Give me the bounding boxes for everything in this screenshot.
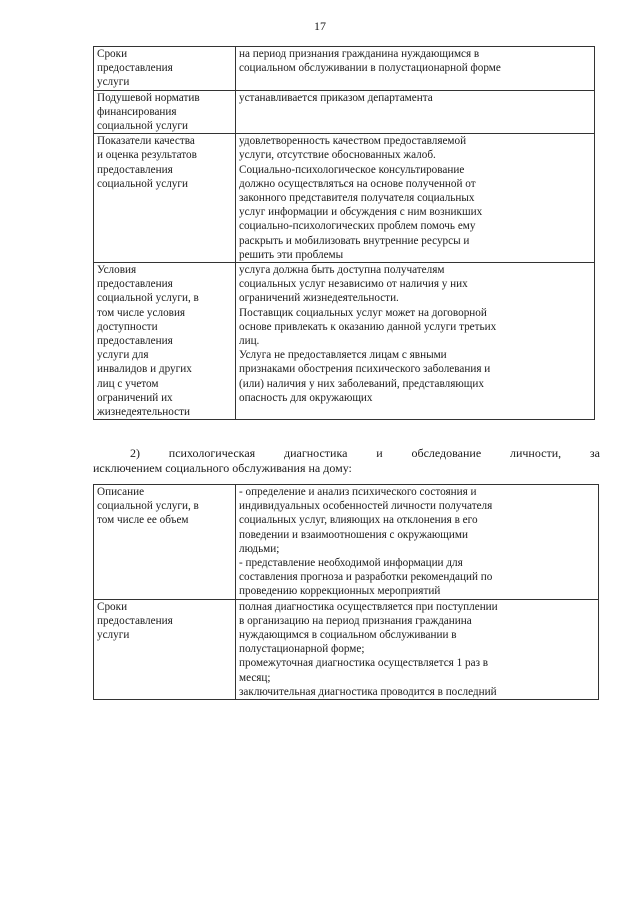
content-line: - представление необходимой информации для bbox=[239, 557, 463, 570]
content-line: признаками обострения психического заболевания и bbox=[239, 363, 491, 376]
content-line: социальных услуг, влияющих на отклонения в его bbox=[239, 514, 478, 527]
label-line: услуги для bbox=[97, 349, 149, 362]
label-line: Условия bbox=[97, 264, 137, 277]
label-line: лиц с учетом bbox=[97, 377, 159, 390]
content-line: полная диагностика осуществляется при поступлении bbox=[239, 600, 498, 613]
content-line: раскрыть и мобилизовать внутренние ресурсы и bbox=[239, 234, 470, 247]
content-line: социально-психологических проблем помочь ему bbox=[239, 220, 476, 233]
content-line: - определение и анализ психического состояния и bbox=[239, 486, 477, 498]
content-line: заключительная диагностика проводится в последний bbox=[239, 685, 497, 698]
row-label-cell bbox=[94, 263, 236, 420]
label-line: предоставления bbox=[97, 62, 173, 75]
paragraph-line-2: исключением социального обслуживания на дому: bbox=[93, 461, 352, 475]
content-line: опасность для окружающих bbox=[239, 391, 373, 404]
content-line: социальном обслуживании в полустационарной форме bbox=[239, 62, 501, 75]
content-line: услуга должна быть доступна получателям bbox=[239, 264, 445, 277]
label-line: услуги bbox=[97, 76, 130, 89]
label-line: социальной услуги bbox=[97, 177, 188, 190]
content-line: удовлетворенность качеством предоставляемой bbox=[239, 135, 467, 148]
label-line: Описание bbox=[97, 486, 145, 498]
table-row bbox=[94, 90, 595, 134]
content-line: Социально-психологическое консультирование bbox=[239, 163, 465, 176]
label-line: ограничений их bbox=[97, 391, 173, 404]
label-line: Сроки bbox=[97, 600, 128, 613]
table-row bbox=[94, 134, 595, 263]
table-row bbox=[94, 599, 599, 699]
row-label-cell bbox=[94, 599, 236, 699]
label-line: предоставления bbox=[97, 278, 173, 291]
service-table-2 bbox=[93, 484, 599, 700]
content-line: законного представителя получателя социальных bbox=[239, 192, 475, 205]
content-line: лиц. bbox=[239, 335, 260, 348]
content-line: индивидуальных особенностей личности получателя bbox=[239, 500, 493, 513]
label-line: услуги bbox=[97, 629, 130, 642]
content-line: на период признания гражданина нуждающимся в bbox=[239, 48, 480, 60]
row-content-cell bbox=[236, 599, 599, 699]
row-content-cell bbox=[236, 263, 595, 420]
content-line: составления прогноза и разработки рекомендаций по bbox=[239, 571, 493, 584]
content-line: месяц; bbox=[239, 671, 271, 684]
label-line: доступности bbox=[97, 320, 158, 333]
table-row bbox=[94, 47, 595, 91]
content-line: нуждающимся в социальном обслуживании в bbox=[239, 629, 457, 642]
content-line: Поставщик социальных услуг может на договорной bbox=[239, 306, 487, 319]
row-content-cell bbox=[236, 47, 595, 91]
table-row bbox=[94, 485, 599, 600]
content-line: решить эти проблемы bbox=[239, 248, 344, 261]
label-line: том числе ее объем bbox=[97, 514, 189, 527]
label-line: социальной услуги, в bbox=[97, 292, 199, 305]
content-line: поведении и взаимоотношения с окружающими bbox=[239, 528, 468, 541]
label-line: том числе условия bbox=[97, 306, 186, 319]
content-line: промежуточная диагностика осуществляется 1 раз в bbox=[239, 657, 489, 670]
row-content-cell bbox=[236, 90, 595, 134]
row-label-cell bbox=[94, 47, 236, 91]
content-line: основе привлекать к оказанию данной услуги третьих bbox=[239, 320, 497, 333]
content-line: в организацию на период признания гражданина bbox=[239, 614, 472, 627]
content-line: услуги, отсутствие обоснованных жалоб. bbox=[239, 149, 436, 162]
content-line: ограничений жизнедеятельности. bbox=[239, 292, 399, 305]
label-line: Подушевой норматив bbox=[97, 91, 200, 104]
content-line: устанавливается приказом департамента bbox=[239, 91, 433, 104]
label-line: предоставления bbox=[97, 614, 173, 627]
content-line: полустационарной форме; bbox=[239, 643, 365, 656]
row-label-cell bbox=[94, 134, 236, 263]
label-line: Показатели качества bbox=[97, 135, 195, 148]
label-line: инвалидов и других bbox=[97, 363, 192, 376]
service-table-1 bbox=[93, 46, 595, 420]
page-number: 17 bbox=[314, 19, 326, 33]
label-line: предоставления bbox=[97, 163, 173, 176]
content-line: проведению коррекционных мероприятий bbox=[239, 585, 441, 598]
content-line: социальных услуг независимо от наличия у них bbox=[239, 278, 468, 291]
row-label-cell bbox=[94, 90, 236, 134]
content-line: людьми; bbox=[239, 542, 280, 555]
label-line: жизнедеятельности bbox=[97, 406, 190, 419]
label-line: финансирования bbox=[97, 105, 177, 118]
row-content-cell bbox=[236, 485, 599, 600]
label-line: Сроки bbox=[97, 48, 128, 60]
content-line: должно осуществляться на основе полученной от bbox=[239, 177, 476, 190]
label-line: социальной услуги bbox=[97, 120, 188, 133]
row-label-cell bbox=[94, 485, 236, 600]
content-line: услуг информации и обсуждения с ним возникших bbox=[239, 206, 483, 219]
paragraph-line-1: 2) психологическая диагностика и обследование личности, за bbox=[130, 446, 600, 460]
content-line: Услуга не предоставляется лицам с явными bbox=[239, 349, 447, 362]
label-line: и оценка результатов bbox=[97, 149, 197, 162]
label-line: предоставления bbox=[97, 335, 173, 348]
row-content-cell bbox=[236, 134, 595, 263]
label-line: социальной услуги, в bbox=[97, 500, 199, 513]
table-row bbox=[94, 263, 595, 420]
content-line: (или) наличия у них заболеваний, представляющих bbox=[239, 377, 484, 390]
